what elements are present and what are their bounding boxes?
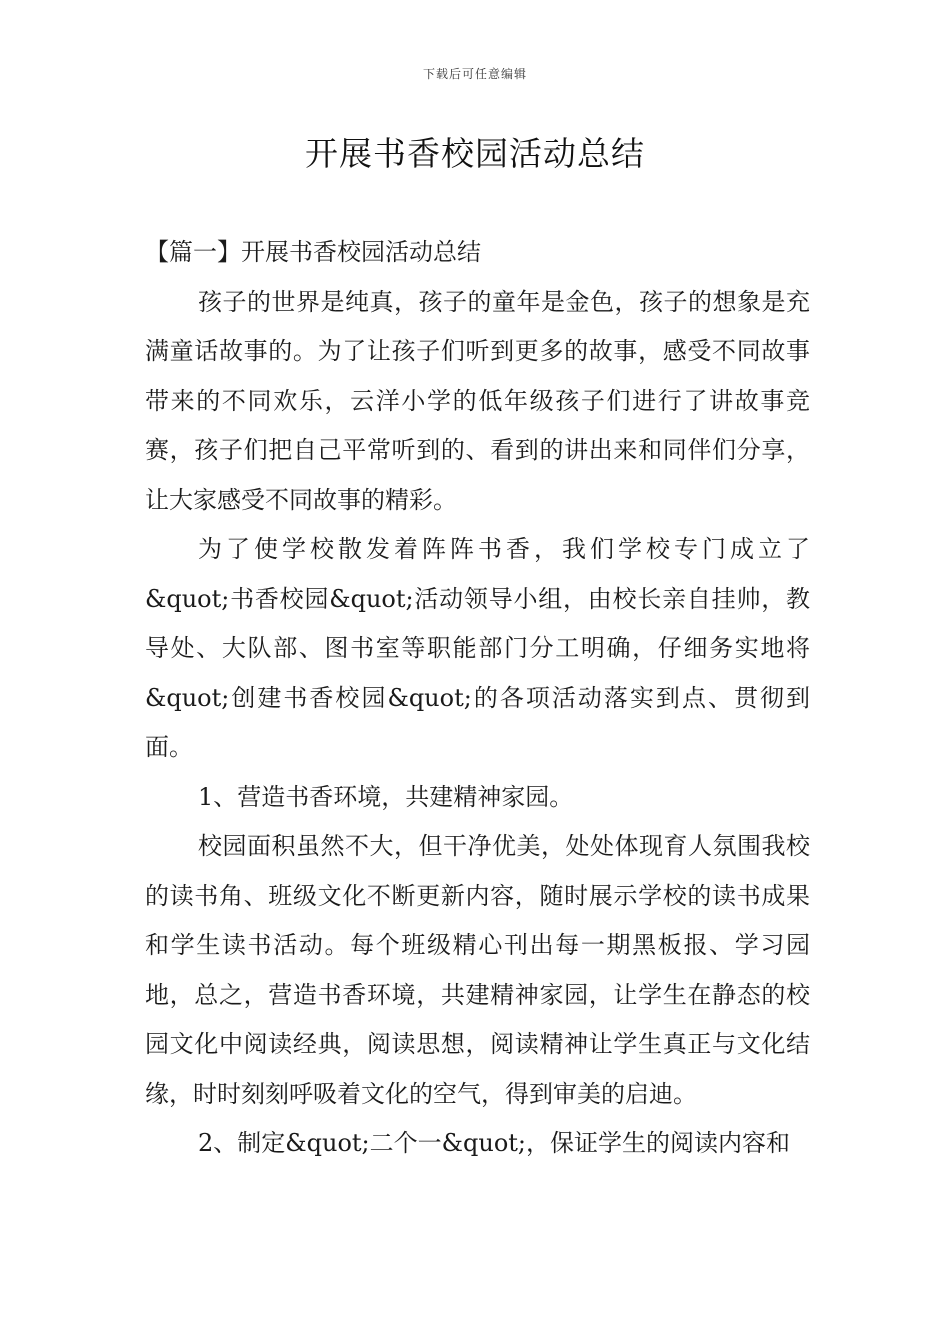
document-body — [145, 228, 810, 1169]
paragraph-organization: 为了使学校散发着阵阵书香，我们学校专门成立了&quot;书香校园&quot;活动领导小组，由校长亲自挂帅，教导处、大队部、图书室等职能部门分工明确，仔细务实地将&quot;创建书香校园&quot;的各项活动落实到点、贯彻到面。 — [145, 535, 810, 761]
paragraph-item-2-heading: 2、制定&quot;二个一&quot;，保证学生的阅读内容和 — [198, 1129, 790, 1157]
paragraph-intro: 孩子的世界是纯真，孩子的童年是金色，孩子的想象是充满童话故事的。为了让孩子们听到更多的故事，感受不同故事带来的不同欢乐，云洋小学的低年级孩子们进行了讲故事竞赛，孩子们把自己平常听到的、看到的讲出来和同伴们分享，让大家感受不同故事的精彩。 — [145, 287, 810, 514]
header-note: 下载后可任意编辑 — [422, 67, 527, 81]
section-heading: 【篇一】开展书香校园活动总结 — [145, 238, 481, 266]
paragraph-environment: 校园面积虽然不大，但干净优美，处处体现育人氛围我校的读书角、班级文化不断更新内容，随时展示学校的读书成果和学生读书活动。每个班级精心刊出每一期黑板报、学习园地，总之，营造书香环境，共建精神家园，让学生在静态的校园文化中阅读经典，阅读思想，阅读精神让学生真正与文化结缘，时时刻刻呼吸着文化的空气，得到审美的启迪。 — [145, 832, 810, 1108]
paragraph-item-1-heading: 1、营造书香环境，共建精神家园。 — [198, 782, 574, 811]
document-title: 开展书香校园活动总结 — [305, 134, 645, 173]
